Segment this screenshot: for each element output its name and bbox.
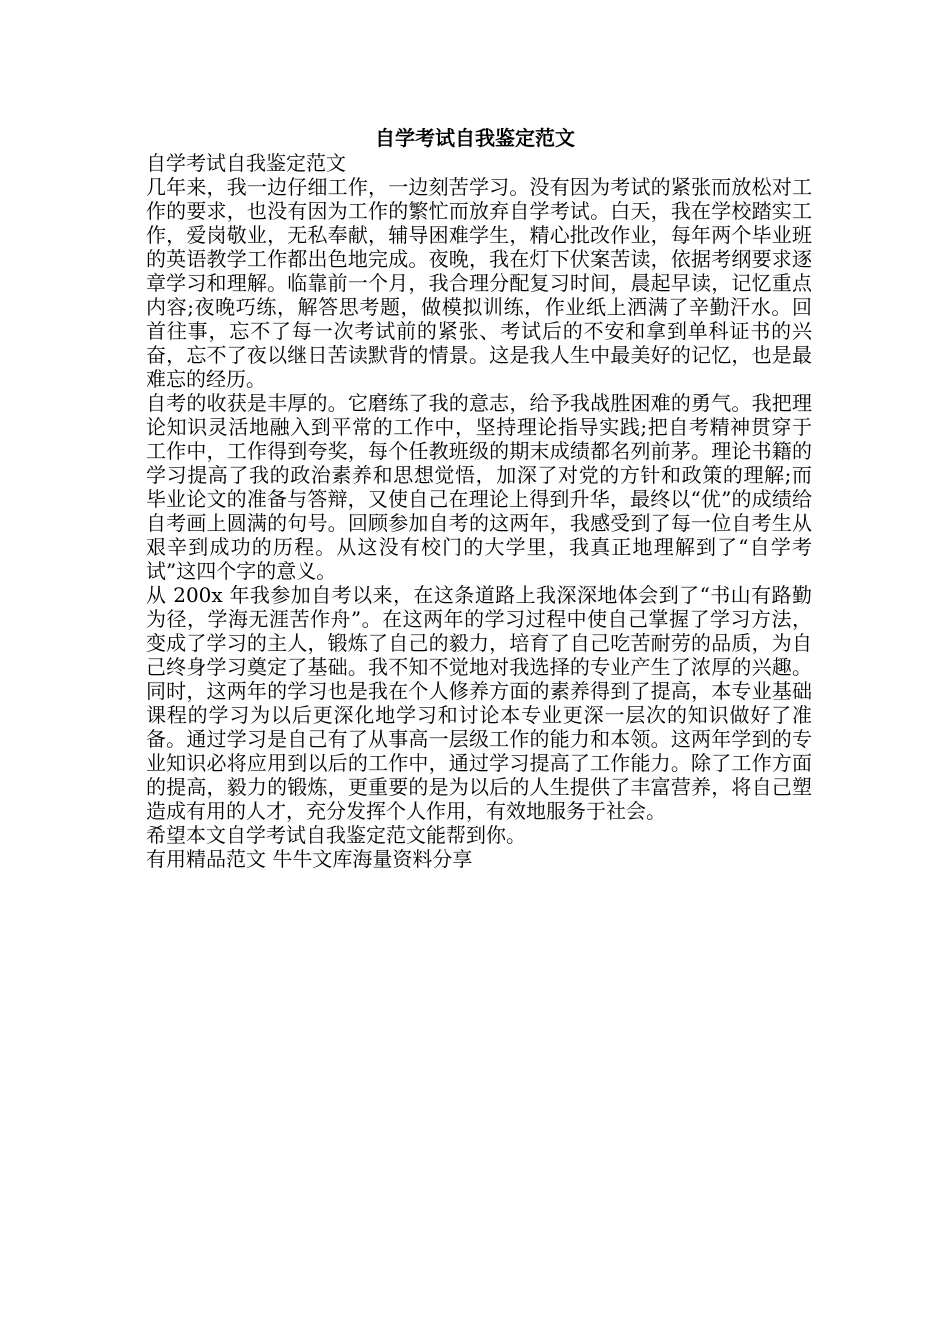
paragraph-1: 几年来，我一边仔细工作，一边刻苦学习。没有因为考试的紧张而放松对工作的要求，也没有因为工作的繁忙而放弃自学考试。白天，我在学校踏实工作，爱岗敬业，无私奉献，辅导困难学生，精心批改作业，每年两个毕业班的英语教学工作都出色地完成。夜晚，我在灯下伏案苦读，依据考纲要求逐章学习和理解。临靠前一个月，我合理分配复习时间，晨起早读，记忆重点内容;夜晚巧练，解答思考题，做模拟训练，作业纸上洒满了辛勤汗水。回首往事，忘不了每一次考试前的紧张、考试后的不安和拿到单科证书的兴奋，忘不了夜以继日苦读默背的情景。这是我人生中最美好的记忆，也是最难忘的经历。 bbox=[146, 175, 812, 391]
paragraph-3: 从 200x 年我参加自考以来，在这条道路上我深深地体会到了“书山有路勤为径，学海无涯苦作舟”。在这两年的学习过程中使自己掌握了学习方法，变成了学习的主人，锻炼了自己的毅力，培育了自己吃苦耐劳的品质，为自己终身学习奠定了基础。我不知不觉地对我选择的专业产生了浓厚的兴趣。同时，这两年的学习也是我在个人修养方面的素养得到了提高，本专业基础课程的学习为以后更深化地学习和讨论本专业更深一层次的知识做好了准备。通过学习是自己有了从事高一层级工作的能力和本领。这两年学到的专业知识必将应用到以后的工作中，通过学习提高了工作能力。除了工作方面的提高，毅力的锻炼，更重要的是为以后的人生提供了丰富营养，将自己塑造成有用的人才，充分发挥个人作用，有效地服务于社会。 bbox=[146, 583, 812, 823]
document-footer: 有用精品范文 牛牛文库海量资料分享 bbox=[146, 847, 473, 871]
document-subtitle: 自学考试自我鉴定范文 bbox=[146, 151, 346, 175]
document-body bbox=[146, 151, 812, 871]
paragraph-4: 希望本文自学考试自我鉴定范文能帮到你。 bbox=[146, 823, 526, 847]
paragraph-2: 自考的收获是丰厚的。它磨练了我的意志，给予我战胜困难的勇气。我把理论知识灵活地融入到平常的工作中，坚持理论指导实践;把自考精神贯穿于工作中，工作得到夸奖，每个任教班级的期末成绩都名列前茅。理论书籍的学习提高了我的政治素养和思想觉悟，加深了对党的方针和政策的理解;而毕业论文的准备与答辩，又使自己在理论上得到升华，最终以“优”的成绩给自考画上圆满的句号。回顾参加自考的这两年，我感受到了每一位自考生从艰辛到成功的历程。从这没有校门的大学里，我真正地理解到了“自学考试”这四个字的意义。 bbox=[146, 391, 812, 583]
document-title: 自学考试自我鉴定范文 bbox=[375, 126, 575, 150]
